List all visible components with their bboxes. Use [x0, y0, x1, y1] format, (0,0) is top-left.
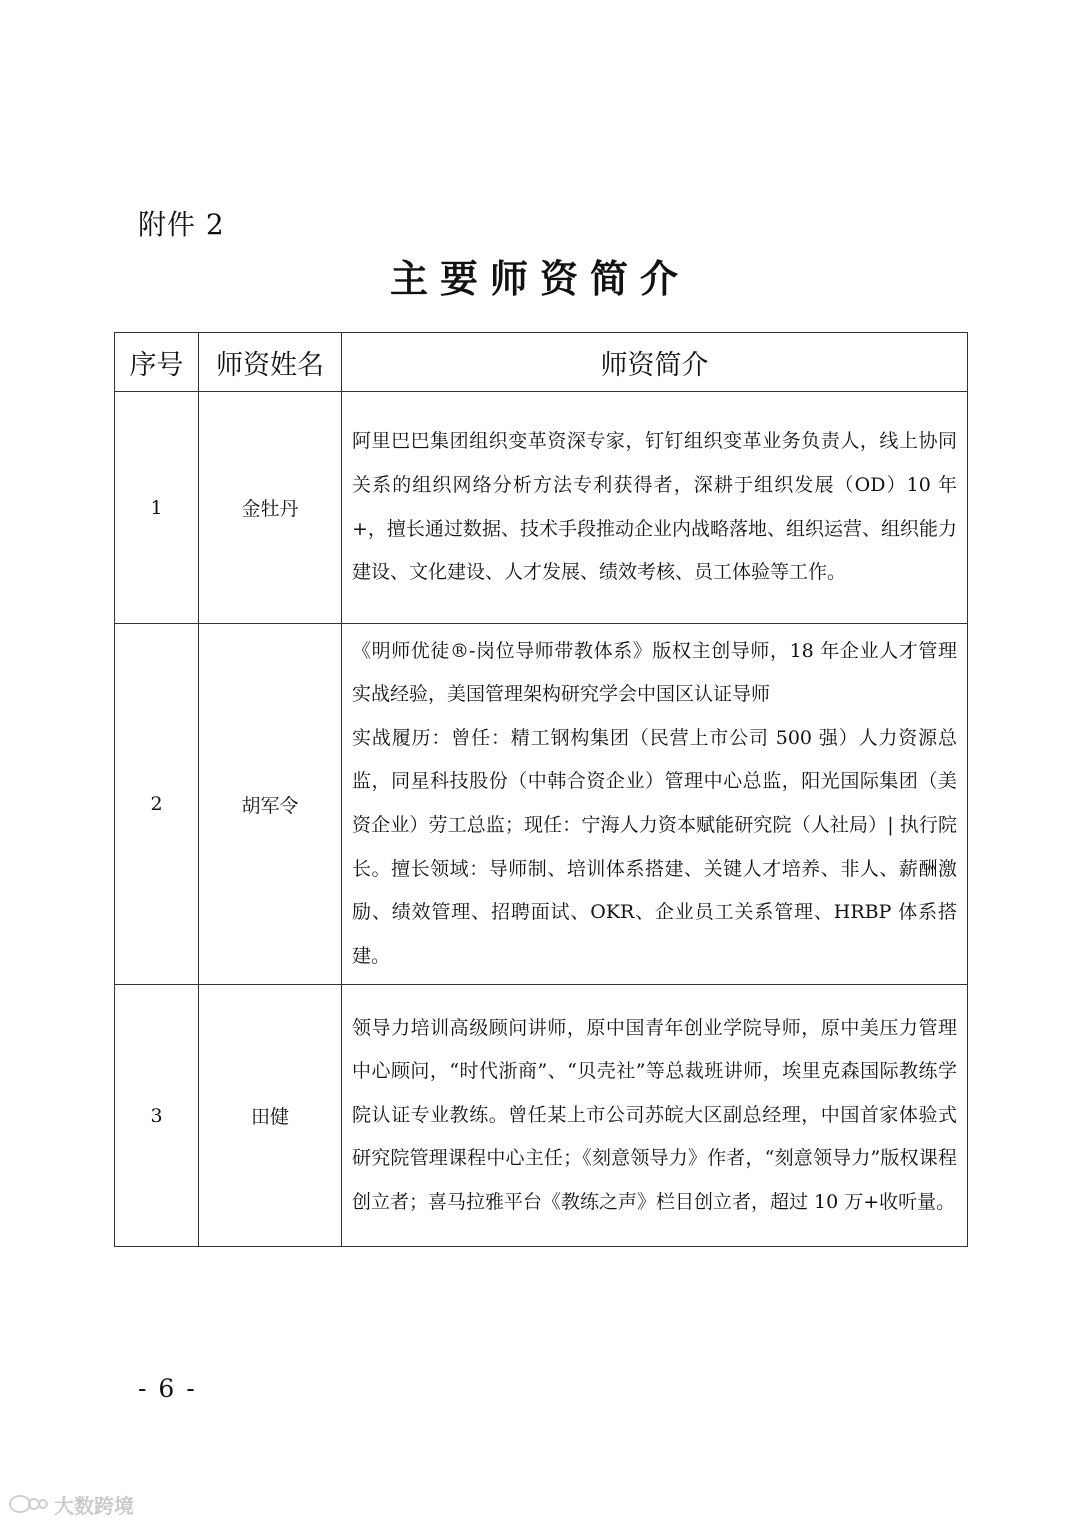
table-header-row — [115, 333, 968, 392]
speech-bubble-icon — [8, 1493, 48, 1515]
row-name: 金牡丹 — [199, 392, 342, 624]
table-row — [115, 392, 968, 624]
header-index: 序号 — [115, 333, 199, 392]
bio-paragraph: 阿里巴巴集团组织变革资深专家，钉钉组织变革业务负责人，线上协同关系的组织网络分析方法专利获得者，深耕于组织发展（OD）10 年+，擅长通过数据、技术手段推动企业内战略落地、组织运营、组织能力建设、文化建设、人才发展、绩效考核、员工体验等工作。 — [352, 430, 957, 584]
bio-paragraph: 实战履历：曾任：精工钢构集团（民营上市公司 500 强）人力资源总监，同星科技股份（中韩合资企业）管理中心总监，阳光国际集团（美资企业）劳工总监；现任：宁海人力资本赋能研究院（人社局）| 执行院长。擅长领域：导师制、培训体系搭建、关键人才培养、非人、薪酬激励、绩效管理、招聘面试、OKR、企业员工关系管理、HRBP 体系搭建。 — [352, 726, 957, 967]
row-name: 田健 — [199, 985, 342, 1247]
row-name: 胡军令 — [199, 624, 342, 985]
row-index: 1 — [115, 392, 199, 624]
watermark — [8, 1490, 134, 1518]
document-title: 主要师资简介 — [389, 256, 690, 301]
bio-paragraph: 领导力培训高级顾问讲师，原中国青年创业学院导师，原中美压力管理中心顾问，“时代浙商”、“贝壳社”等总裁班讲师，埃里克森国际教练学院认证专业教练。曾任某上市公司苏皖大区副总经理，中国首家体验式研究院管理课程中心主任；《刻意领导力》作者，“刻意领导力”版权课程创立者；喜马拉雅平台《教练之声》栏目创立者，超过 10 万+收听量。 — [352, 1016, 957, 1213]
row-index: 3 — [115, 985, 199, 1247]
row-index: 2 — [115, 624, 199, 985]
row-bio — [342, 985, 968, 1247]
attachment-label: 附件 2 — [138, 208, 225, 241]
row-bio — [342, 392, 968, 624]
row-bio — [342, 624, 968, 985]
header-bio: 师资简介 — [342, 333, 968, 392]
table-row — [115, 985, 968, 1247]
faculty-table — [114, 332, 968, 1247]
page-number: - 6 - — [138, 1374, 197, 1403]
header-name: 师资姓名 — [199, 333, 342, 392]
table-row — [115, 624, 968, 985]
bio-paragraph: 《明师优徒®-岗位导师带教体系》版权主创导师，18 年企业人才管理实战经验，美国管理架构研究学会中国区认证导师 — [352, 639, 957, 706]
watermark-text: 大数跨境 — [54, 1493, 134, 1518]
